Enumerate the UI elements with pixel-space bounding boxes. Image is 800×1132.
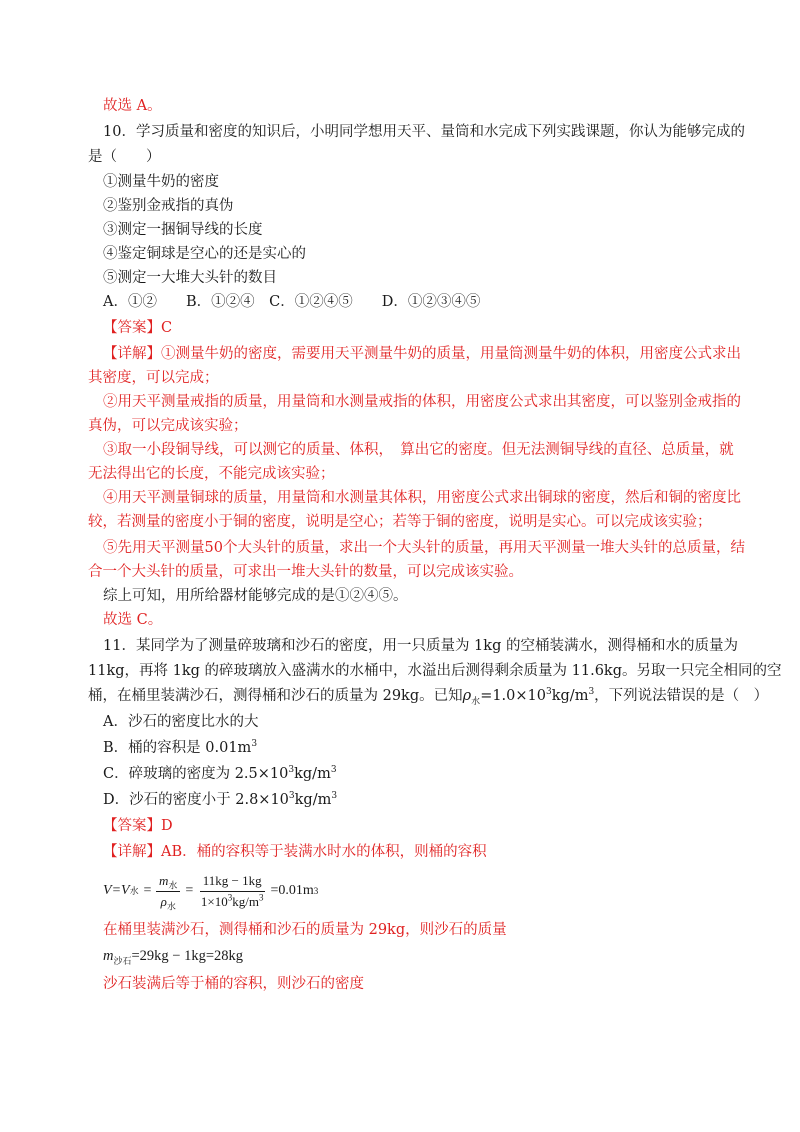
q10-detail-line: ②用天平测量戒指的质量，用量筒和水测量戒指的体积，用密度公式求出其密度，可以鉴别金戒指的: [103, 394, 741, 410]
q10-options: A．①② B．①②④ C．①②④⑤ D．①②③④⑤: [103, 294, 481, 310]
q10-stem-line1: 10．学习质量和密度的知识后，小明同学想用天平、量筒和水完成下列实践课题，你认为能够完成的: [103, 124, 745, 140]
q10-item-2: ②鉴别金戒指的真伪: [103, 198, 234, 214]
q11-option-c: C．碎玻璃的密度为 $2.5\times 10^3kg/m^3$: [103, 765, 337, 782]
q10-detail-line: 其密度，可以完成；: [88, 370, 219, 386]
q10-detail-line: ④用天平测量铜球的质量，用量筒和水测量其体积，用密度公式求出铜球的密度，然后和铜的密度比: [103, 490, 741, 506]
q11-detail-line: 在桶里装满沙石，测得桶和沙石的质量为 29kg，则沙石的质量: [103, 922, 507, 938]
q10-detail-line: 较，若测量的密度小于铜的密度，说明是空心；若等于铜的密度，说明是实心。可以完成该实验；: [88, 514, 712, 530]
q11-stem-line1: 11．某同学为了测量碎玻璃和沙石的密度，用一只质量为 1kg 的空桶装满水，测得桶和水的质量为: [103, 638, 738, 654]
q10-detail-line: ⑤先用天平测量50个大头针的质量，求出一个大头针的质量，再用天平测量一堆大头针的总质量，结: [103, 540, 745, 556]
q10-detail-line: 真伪，可以完成该实验；: [88, 418, 248, 434]
q10-detail-line: 合一个大头针的质量，可求出一堆大头针的数量，可以完成该实验。: [88, 564, 523, 580]
q10-stem-line2: 是（ ）: [88, 149, 161, 165]
q10-detail-line: 【详解】①测量牛奶的密度，需要用天平测量牛奶的质量，用量筒测量牛奶的体积，用密度公式求出: [103, 346, 741, 362]
q11-answer: 【答案】D: [103, 818, 173, 834]
q11-option-d: D．沙石的密度小于 $2.8\times 10^3kg/m^3$: [103, 791, 338, 808]
q10-detail-line: ③取一小段铜导线，可以测它的质量、体积， 算出它的密度。但无法测铜导线的直径、总质量，就: [103, 442, 734, 458]
q10-summary: 综上可知，用所给器材能够完成的是①②④⑤。: [103, 588, 408, 604]
q10-item-1: ①测量牛奶的密度: [103, 174, 219, 190]
q10-item-5: ⑤测定一大堆大头针的数目: [103, 270, 277, 286]
q11-stem-line3: 桶，在桶里装满沙石，测得桶和沙石的质量为 29kg。已知$\rho_水=1.0\times 10^3kg/m^3$，下列说法错误的是（ ）: [88, 687, 769, 707]
q11-detail-line: 【详解】AB．桶的容积等于装满水时水的体积，则桶的容积: [103, 844, 487, 860]
q10-conclusion: 故选 C。: [103, 612, 163, 628]
q10-item-3: ③测定一捆铜导线的长度: [103, 222, 263, 238]
fraction-mass-over-density: $\frac{m_水}{\rho_水}$: [156, 873, 180, 910]
q11-stem-line2: 11kg，再将 1kg 的碎玻璃放入盛满水的水桶中，水溢出后测得剩余质量为 11.6kg。另取一只完全相同的空: [88, 663, 782, 679]
q10-detail-line: 无法得出它的长度，不能完成该实验；: [88, 466, 335, 482]
q10-item-4: ④鉴定铜球是空心的还是实心的: [103, 246, 306, 262]
q11-detail-line: 沙石装满后等于桶的容积，则沙石的密度: [103, 976, 364, 992]
q11-option-a: A．沙石的密度比水的大: [103, 714, 259, 730]
prev-conclusion: 故选 A。: [103, 98, 162, 114]
q11-option-b: B．桶的容积是 $0.01m^3$: [103, 739, 258, 756]
sand-mass-equation: $m_{沙石}=29kg - 1kg=28kg$: [103, 948, 244, 966]
q10-answer: 【答案】C: [103, 320, 173, 336]
fraction-numeric: $\frac{11kg - 1kg}{1\times 10^3kg/m^3}$: [200, 872, 264, 909]
volume-formula: V =V 水 = $\frac{m_水}{\rho_水}$ = $\frac{11kg - 1kg}{1\times 10^3kg/m^3}$ =0.01m 3: [103, 872, 319, 912]
